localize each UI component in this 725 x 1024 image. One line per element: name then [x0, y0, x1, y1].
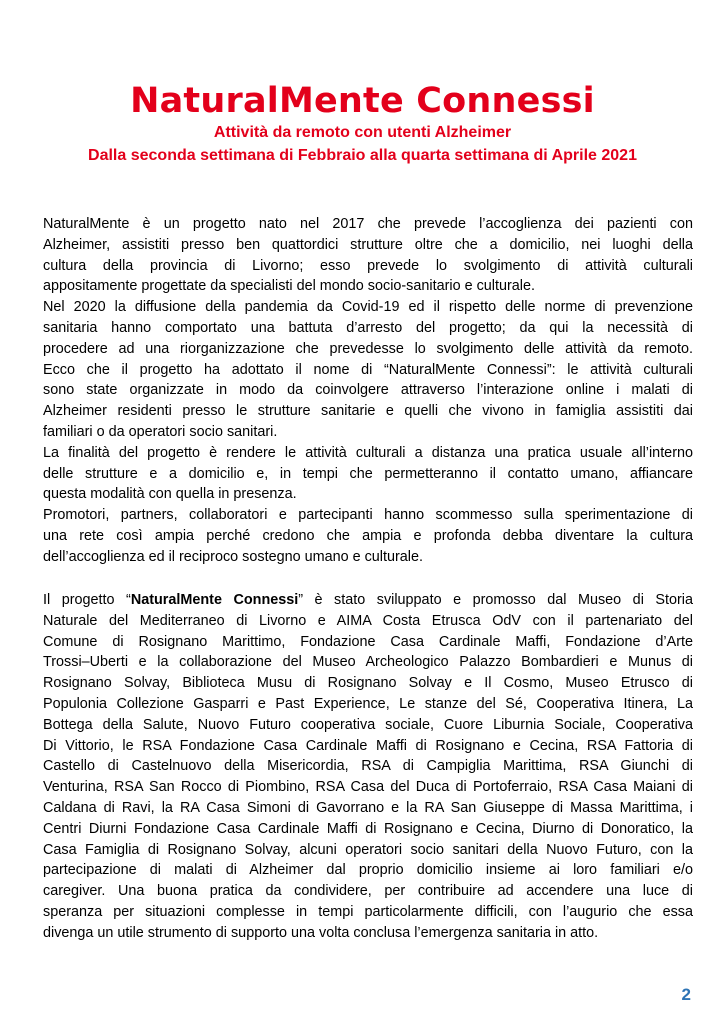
- project-name-bold: NaturalMente Connessi: [130, 592, 299, 608]
- text-line: sono state organizzate in modo da coinvolgere attraverso l’interazione online i malati di: [43, 382, 693, 399]
- text-line: appositamente progettate da specialisti del mondo socio-sanitario e culturale.: [43, 278, 535, 295]
- text-line: Venturina, RSA San Rocco di Piombino, RSA Casa del Duca di Portoferraio, RSA Casa Maiani di: [43, 779, 693, 796]
- text-line: partecipazione di malati di Alzheimer dal proprio domicilio insieme ai loro familiari e/o: [43, 862, 693, 879]
- paragraph-partners-first-line: [43, 590, 693, 611]
- text-line: procedere ad una riorganizzazione che prevedesse lo svolgimento delle attività da remoto.: [43, 340, 693, 357]
- text-line: Naturale del Mediterraneo di Livorno e AIMA Costa Etrusca OdV con il partenariato del: [43, 612, 693, 629]
- text-line: Castello di Castelnuovo della Misericordia, RSA di Campiglia Marittima, RSA Giunchi di: [43, 758, 693, 775]
- text-line: NaturalMente è un progetto nato nel 2017 che prevede l’accoglienza dei pazienti con: [43, 216, 693, 232]
- text-line: Caldana di Ravi, la RA Casa Simoni di Gavorrano e la RA San Giuseppe di Massa Marittima, i: [43, 799, 693, 816]
- text-line: dell’accoglienza ed il reciproco sostegno umano e culturale.: [43, 548, 423, 565]
- text-line: delle strutture e a domicilio e, in tempi che permetteranno il contatto umano, affiancare: [43, 465, 693, 482]
- text-line: questa modalità con quella in presenza.: [43, 486, 297, 503]
- paragraph-text: ” è stato sviluppato e promosso dal Museo di Storia: [298, 592, 693, 608]
- page-number: 2: [681, 985, 691, 1004]
- text-line: Nel 2020 la diffusione della pandemia da Covid-19 ed il rispetto delle norme di prevenzione: [43, 299, 693, 316]
- text-line: Rosignano Solvay, Biblioteca Musu di Rosignano Solvay e Il Cosmo, Museo Etrusco di: [43, 675, 693, 692]
- text-line: cultura della provincia di Livorno; esso prevede lo svolgimento di attività culturali: [43, 257, 693, 274]
- paragraph-partners: [43, 590, 693, 944]
- paragraph-intro: [43, 214, 693, 568]
- text-line: caregiver. Una buona pratica da condividere, per contribuire ad accendere una luce di: [43, 883, 693, 900]
- text-line: Trossi–Uberti e la collaborazione del Museo Archeologico Palazzo Bombardieri e Munus di: [43, 654, 693, 671]
- document-subtitle-line2: Dalla seconda settimana di Febbraio alla quarta settimana di Aprile 2021: [88, 147, 637, 164]
- text-line: divenga un utile strumento di supporto una volta conclusa l’emergenza sanitaria in atto.: [43, 924, 599, 941]
- document-title: NaturalMente Connessi: [130, 81, 595, 121]
- text-line: Centri Diurni Fondazione Casa Cardinale Maffi di Rosignano e Cecina, Diurno di Donoratico, la: [43, 820, 693, 837]
- text-line: sanitaria hanno comportato una battuta d’arresto del progetto; da qui la necessità di: [43, 319, 693, 336]
- document-subtitle-line1: Attività da remoto con utenti Alzheimer: [213, 124, 512, 141]
- text-line: La finalità del progetto è rendere le attività culturali a distanza una pratica usuale all’interno: [43, 444, 693, 461]
- text-line: Bottega della Salute, Nuovo Futuro cooperativa sociale, Cuore Liburnia Sociale, Cooperativa: [43, 716, 693, 733]
- text-line: speranza per situazioni complesse in tempi particolarmente difficili, con l’augurio che essa: [43, 903, 693, 920]
- text-line: Di Vittorio, le RSA Fondazione Casa Cardinale Maffi di Rosignano e Cecina, RSA Fattoria di: [43, 737, 693, 754]
- text-line: una rete così ampia perché credono che ampia e profonda debba diventare la cultura: [43, 527, 693, 544]
- paragraph-text: Il progetto “: [43, 592, 131, 608]
- text-line: familiari o da operatori socio sanitari.: [43, 423, 278, 440]
- text-line: Comune di Rosignano Marittimo, Fondazione Casa Cardinale Maffi, Fondazione d’Arte: [43, 633, 693, 650]
- text-line: Promotori, partners, collaboratori e partecipanti hanno scommesso sulla sperimentazione di: [43, 507, 693, 524]
- text-line: Populonia Collezione Gasparri e Past Experience, Le stanze del Sé, Cooperativa Itinera, La: [43, 695, 693, 712]
- text-line: Alzheimer residenti presso le strutture sanitarie e quelli che vivono in famiglia assistiti dai: [43, 403, 693, 420]
- text-line: Ecco che il progetto ha adottato il nome di “NaturalMente Connessi”: le attività culturali: [43, 361, 693, 378]
- text-line: Alzheimer, assistiti presso ben quattordici strutture oltre che a domicilio, nei luoghi della: [43, 236, 693, 253]
- text-line: Casa Famiglia di Rosignano Solvay, alcuni operatori socio sanitari della Nuovo Futuro, con la: [43, 841, 693, 858]
